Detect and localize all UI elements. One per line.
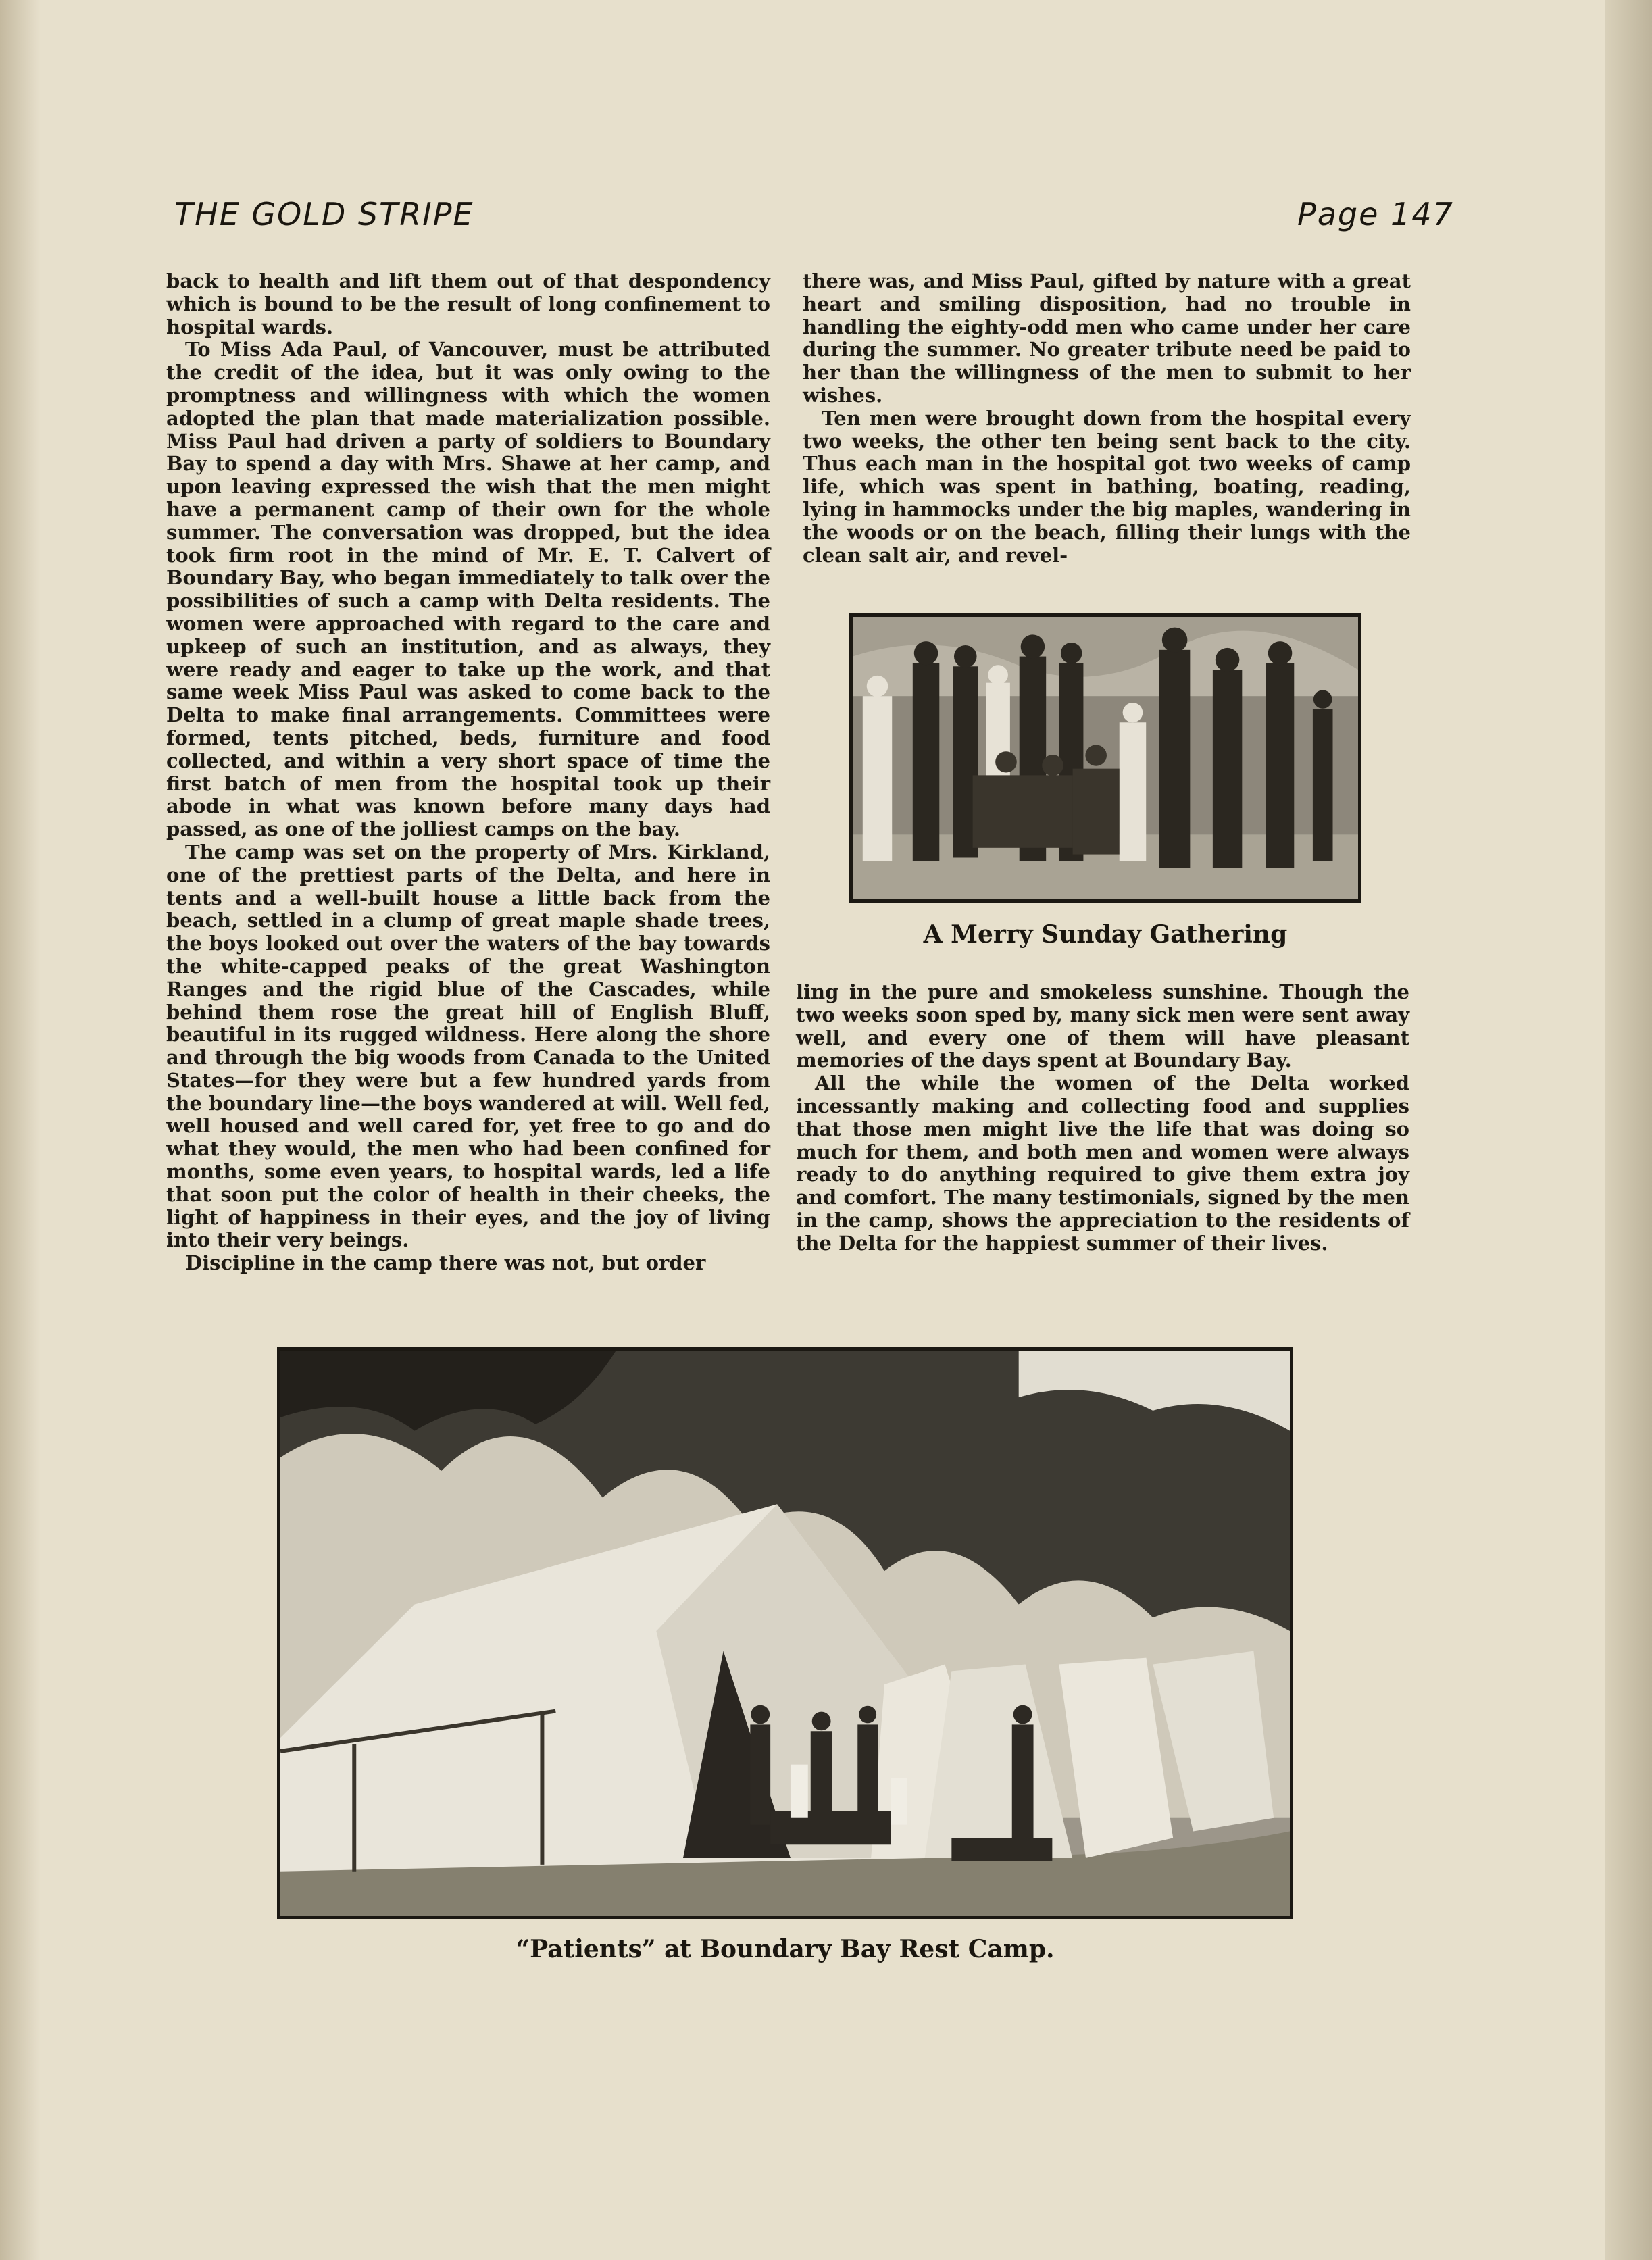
- gathering-photo: [849, 613, 1361, 903]
- article-column-right-bottom: [796, 981, 1409, 1255]
- camp-caption: “Patients” at Boundary Bay Rest Camp.: [516, 1935, 1055, 1963]
- article-column-left: [166, 270, 770, 1275]
- paragraph: All the while the women of the Delta worked incessantly making and collecting food and supplies that those men might live the life that was doing so much for them, and both men and women were always ready to do anything required to give them extra joy and comfort. The many testimonials, signed by the men in the camp, shows the appreciation to the residents of the Delta for the happiest summer of their lives.: [796, 1072, 1409, 1255]
- paragraph: The camp was set on the property of Mrs. Kirkland, one of the prettiest parts of the Delta, and here in tents and a well-built house a little back from the beach, settled in a clump of great maple shade trees, the boys looked out over the waters of the bay towards the white-capped peaks of the great Washington Ranges and the rigid blue of the Cascades, while behind them rose the great hill of English Bluff, beautiful in its rugged wildness. Here along the shore and through the big woods from Canada to the United States—for they were but a few hundred yards from the boundary line—the boys wandered at will. Well fed, well housed and well cared for, yet free to go and do what they would, the men who had been confined for months, some even years, to hospital wards, led a life that soon put the color of health in their cheeks, the light of happiness in their eyes, and the joy of living into their very beings.: [166, 840, 770, 1252]
- page-number: Page 147: [1297, 196, 1454, 232]
- paragraph: To Miss Ada Paul, of Vancouver, must be attributed the credit of the idea, but it was only owing to the promptness and willingness with which the women adopted the plan that made materialization possible. Miss Paul had driven a party of soldiers to Boundary Bay to spend a day with Mrs. Shawe at her camp, and upon leaving expressed the wish that the men might have a permanent camp of their own for the whole summer. The conversation was dropped, but the idea took firm root in the mind of Mr. E. T. Calvert of Boundary Bay, who began immediately to talk over the possibilities of such a camp with Delta residents. The women were approached with regard to the care and upkeep of such an institution, and as always, they were ready and eager to take up the work, and that same week Miss Paul was asked to come back to the Delta to make final arrangements. Committees were formed, tents pitched, beds, furniture and food collected, and within a very short space of time the first batch of men from the hospital took up their abode in what was known before many days had passed, as one of the jolliest camps on the bay.: [166, 338, 770, 841]
- page-edge: [1605, 0, 1652, 2260]
- paragraph: Ten men were brought down from the hospital every two weeks, the other ten being sent back to the city. Thus each man in the hospital got two weeks of camp life, which was spent in bathing, boating, reading, lying in hammocks under the big maples, wandering in the woods or on the beach, filling their lungs with the clean salt air, and revel-: [803, 406, 1411, 567]
- paragraph: ling in the pure and smokeless sunshine. Though the two weeks soon sped by, many sick men were sent away well, and every one of them will have pleasant memories of the days spent at Boundary Bay.: [796, 980, 1409, 1072]
- paragraph: Discipline in the camp there was not, but order: [185, 1251, 706, 1275]
- article-column-right-top: [803, 270, 1411, 567]
- page-gutter-shadow: [0, 0, 41, 2260]
- camp-photo-image: [280, 1351, 1290, 1916]
- gathering-photo-image: [853, 617, 1358, 899]
- paragraph: back to health and lift them out of that despondency which is bound to be the result of long confinement to hospital wards.: [166, 270, 770, 338]
- paragraph: there was, and Miss Paul, gifted by nature with a great heart and smiling disposition, had no trouble in handling the eighty-odd men who came under her care during the summer. No greater tribute need be paid to her than the willingness of the men to submit to her wishes.: [803, 270, 1411, 407]
- running-head-title: THE GOLD STRIPE: [174, 196, 474, 232]
- gathering-caption: A Merry Sunday Gathering: [923, 920, 1288, 949]
- camp-photo: [277, 1347, 1293, 1919]
